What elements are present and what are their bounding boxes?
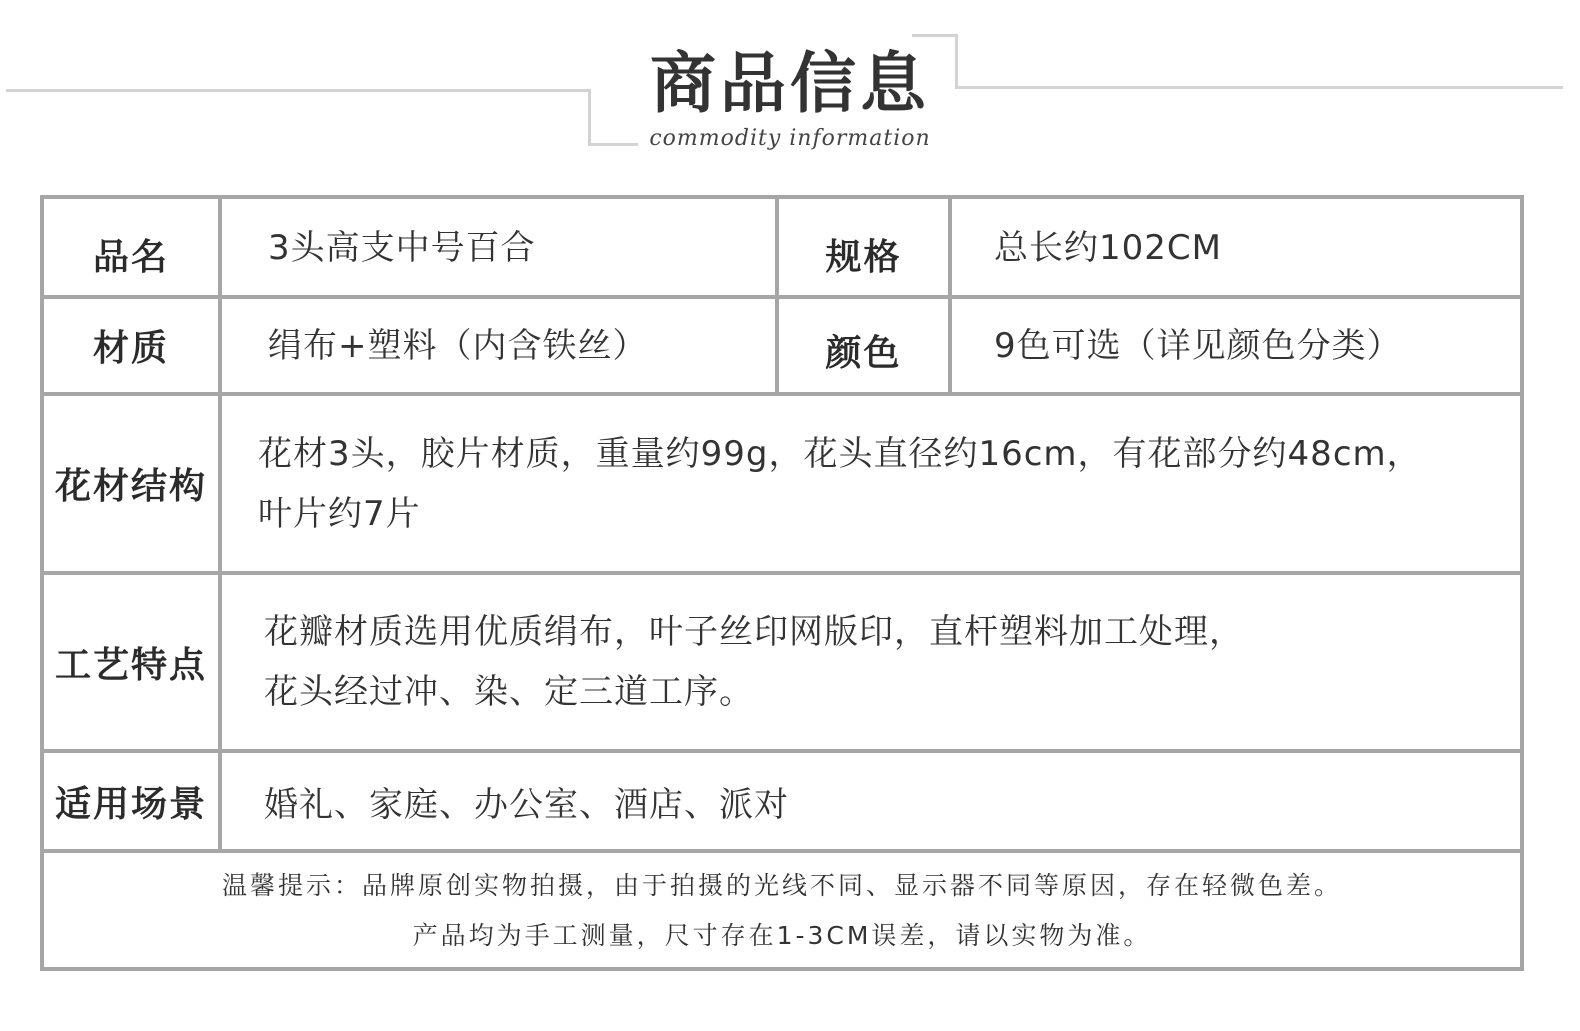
- header-line-right-top: [912, 34, 958, 37]
- header-line-right-drop: [955, 34, 958, 89]
- page-subtitle: commodity information: [649, 126, 931, 151]
- value-product-name: 3头高支中号百合: [268, 227, 536, 268]
- notice-text: [44, 853, 1520, 967]
- value-color: 9色可选（详见颜色分类）: [994, 326, 1402, 366]
- label-structure: 花材结构: [54, 466, 207, 507]
- header-line-left: [6, 89, 590, 92]
- product-info-table: [40, 195, 1524, 971]
- header-line-left-drop: [588, 89, 591, 145]
- value-craft: [222, 575, 1520, 749]
- label-material: 材质: [92, 328, 169, 369]
- label-product-name: 品名: [92, 236, 169, 278]
- value-material: 绢布+塑料（内含铁丝）: [268, 326, 648, 366]
- craft-line: 花瓣材质选用优质绢布，叶子丝印网版印，直杆塑料加工处理，: [264, 612, 1244, 652]
- label-craft: 工艺特点: [54, 644, 207, 686]
- label-scenes: 适用场景: [54, 783, 207, 825]
- value-spec: 总长约102CM: [994, 227, 1222, 268]
- page-title: 商品信息: [650, 45, 930, 122]
- structure-line: 叶片约7片: [258, 493, 421, 534]
- section-header: [0, 0, 1580, 180]
- notice-line: 温馨提示：品牌原创实物拍摄，由于拍摄的光线不同、显示器不同等原因，存在轻微色差。: [221, 871, 1342, 900]
- value-scenes: 婚礼、家庭、办公室、酒店、派对: [264, 784, 789, 825]
- structure-line: 花材3头，胶片材质，重量约99g，花头直径约16cm，有花部分约48cm，: [258, 433, 1422, 474]
- notice-line: 产品均为手工测量，尺寸存在1-3CM误差，请以实物为准。: [412, 921, 1152, 950]
- header-line-right: [955, 86, 1563, 89]
- value-structure: [222, 396, 1520, 571]
- label-spec: 规格: [825, 236, 902, 278]
- label-color: 颜色: [825, 333, 902, 374]
- craft-line: 花头经过冲、染、定三道工序。: [264, 672, 754, 712]
